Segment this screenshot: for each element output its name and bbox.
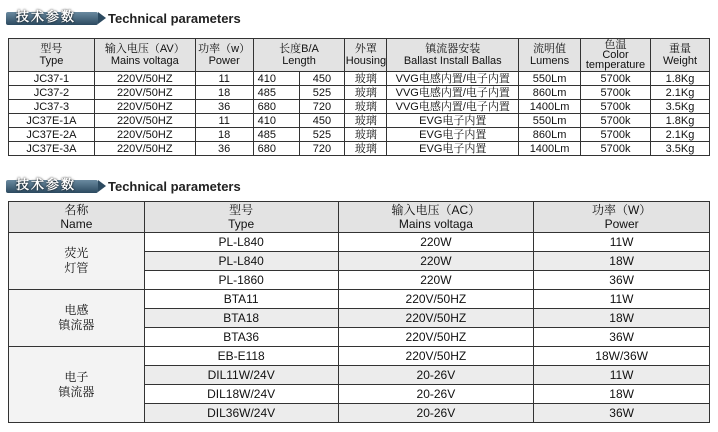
cell-voltage: 20-26V [338, 385, 534, 404]
section2-badge [6, 177, 102, 195]
cell-lumens: 1400Lm [519, 100, 581, 114]
header-housing: 外罩 Housing [345, 39, 387, 72]
header-model: 型号 Type [144, 202, 338, 233]
header-model: 型号 Type [9, 39, 95, 72]
cell-weight: 3.5Kg [651, 142, 710, 156]
cell-color: 5700k [581, 128, 651, 142]
cell-model: JC37-2 [9, 86, 95, 100]
cell-model: JC37E-3A [9, 142, 95, 156]
cell-power: 11 [195, 72, 253, 86]
cell-ballast: VVG电感内置/电子内置 [387, 72, 519, 86]
cell-voltage: 220V/50HZ [94, 114, 195, 128]
cell-voltage: 220V/50HZ [338, 309, 534, 328]
cell-lumens: 550Lm [519, 72, 581, 86]
section2-title-cn: 技术参数 [16, 178, 77, 193]
cell-voltage: 220W [338, 233, 534, 252]
cell-ballast: VVG电感内置/电子内置 [387, 100, 519, 114]
cell-model: JC37E-2A [9, 128, 95, 142]
cell-model: BTA11 [144, 290, 338, 309]
table-row [9, 233, 710, 252]
cell-voltage: 20-26V [338, 366, 534, 385]
cell-color: 5700k [581, 114, 651, 128]
cell-ballast: EVG电子内置 [387, 142, 519, 156]
cell-ballast: VVG电感内置/电子内置 [387, 86, 519, 100]
cell-ballast: EVG电子内置 [387, 128, 519, 142]
cell-length-a: 450 [299, 114, 345, 128]
cell-length-a: 720 [299, 100, 345, 114]
cell-voltage: 220V/50HZ [94, 72, 195, 86]
header-ballast: 镇流器安装 Ballast Install Ballas [387, 39, 519, 72]
cell-length-b: 485 [253, 128, 299, 142]
cell-length-b: 410 [253, 114, 299, 128]
cell-color: 5700k [581, 86, 651, 100]
cell-power: 11W [534, 233, 710, 252]
cell-voltage: 220V/50HZ [94, 128, 195, 142]
cell-model: DIL18W/24V [144, 385, 338, 404]
section1-title-cn: 技术参数 [16, 10, 77, 25]
header-power: 功率（w） Power [195, 39, 253, 72]
cell-model: BTA18 [144, 309, 338, 328]
header-length: 长度B/A Length [253, 39, 345, 72]
cell-color: 5700k [581, 100, 651, 114]
cell-weight: 2.1Kg [651, 128, 710, 142]
header-color: 色温 Color temperature [581, 39, 651, 72]
cell-voltage: 220V/50HZ [94, 100, 195, 114]
cell-housing: 玻璃 [345, 100, 387, 114]
section1-header [6, 8, 241, 28]
cell-power: 18W [534, 385, 710, 404]
cell-length-a: 720 [299, 142, 345, 156]
cell-color: 5700k [581, 142, 651, 156]
technical-parameters-table-2 [8, 201, 710, 423]
cell-model: JC37-3 [9, 100, 95, 114]
cell-power: 18W [534, 309, 710, 328]
cell-housing: 玻璃 [345, 128, 387, 142]
cell-voltage: 220V/50HZ [338, 290, 534, 309]
cell-power: 18 [195, 128, 253, 142]
cell-model: PL-1860 [144, 271, 338, 290]
section1-title-en: Technical parameters [108, 10, 241, 26]
header-lumens: 流明值 Lumens [519, 39, 581, 72]
cell-voltage: 220V/50HZ [338, 328, 534, 347]
table-row [9, 72, 710, 86]
table-row [9, 100, 710, 114]
cell-length-a: 525 [299, 86, 345, 100]
cell-weight: 1.8Kg [651, 114, 710, 128]
cell-voltage: 220V/50HZ [338, 347, 534, 366]
section2-title-en: Technical parameters [108, 178, 241, 194]
cell-power: 36W [534, 404, 710, 423]
table-row [9, 142, 710, 156]
cell-housing: 玻璃 [345, 114, 387, 128]
cell-lumens: 860Lm [519, 128, 581, 142]
technical-parameters-table-1 [8, 38, 710, 156]
cell-ballast: EVG电子内置 [387, 114, 519, 128]
header-voltage: 输入电压（AC） Mains voltaga [338, 202, 534, 233]
section2-header [6, 176, 241, 196]
cell-power: 36W [534, 271, 710, 290]
cell-voltage: 220V/50HZ [94, 86, 195, 100]
cell-power: 36W [534, 328, 710, 347]
cell-voltage: 220W [338, 271, 534, 290]
cell-power: 11W [534, 290, 710, 309]
cell-power: 36 [195, 142, 253, 156]
cell-model: JC37E-1A [9, 114, 95, 128]
cell-model: JC37-1 [9, 72, 95, 86]
cell-length-b: 410 [253, 72, 299, 86]
table-row [9, 114, 710, 128]
header-power: 功率（W） Power [534, 202, 710, 233]
cell-weight: 3.5Kg [651, 100, 710, 114]
cell-length-b: 680 [253, 142, 299, 156]
cell-power: 11 [195, 114, 253, 128]
cell-power: 18 [195, 86, 253, 100]
cell-length-b: 485 [253, 86, 299, 100]
table-row [9, 290, 710, 309]
cell-power: 18W/36W [534, 347, 710, 366]
group-name-fluorescent-tube: 荧光 灯管 [9, 233, 145, 290]
cell-weight: 2.1Kg [651, 86, 710, 100]
cell-housing: 玻璃 [345, 72, 387, 86]
cell-model: PL-L840 [144, 252, 338, 271]
cell-voltage: 220W [338, 252, 534, 271]
cell-lumens: 860Lm [519, 86, 581, 100]
header-voltage: 输入电压（AV） Mains voltaga [94, 39, 195, 72]
table2-header-row [9, 202, 710, 233]
table1-header-row [9, 39, 710, 72]
cell-color: 5700k [581, 72, 651, 86]
header-name: 名称 Name [9, 202, 145, 233]
cell-length-a: 525 [299, 128, 345, 142]
header-weight: 重量 Weight [651, 39, 710, 72]
cell-power: 11W [534, 366, 710, 385]
cell-model: BTA36 [144, 328, 338, 347]
cell-housing: 玻璃 [345, 86, 387, 100]
cell-model: PL-L840 [144, 233, 338, 252]
cell-lumens: 1400Lm [519, 142, 581, 156]
table-row [9, 347, 710, 366]
table-row [9, 128, 710, 142]
cell-model: DIL36W/24V [144, 404, 338, 423]
cell-power: 18W [534, 252, 710, 271]
cell-housing: 玻璃 [345, 142, 387, 156]
section1-badge [6, 9, 102, 27]
cell-voltage: 220V/50HZ [94, 142, 195, 156]
group-name-inductive-ballast: 电感 镇流器 [9, 290, 145, 347]
cell-length-b: 680 [253, 100, 299, 114]
cell-power: 36 [195, 100, 253, 114]
table-row [9, 86, 710, 100]
cell-model: DIL11W/24V [144, 366, 338, 385]
group-name-electronic-ballast: 电子 镇流器 [9, 347, 145, 423]
cell-model: EB-E118 [144, 347, 338, 366]
cell-lumens: 550Lm [519, 114, 581, 128]
cell-voltage: 20-26V [338, 404, 534, 423]
cell-length-a: 450 [299, 72, 345, 86]
cell-weight: 1.8Kg [651, 72, 710, 86]
